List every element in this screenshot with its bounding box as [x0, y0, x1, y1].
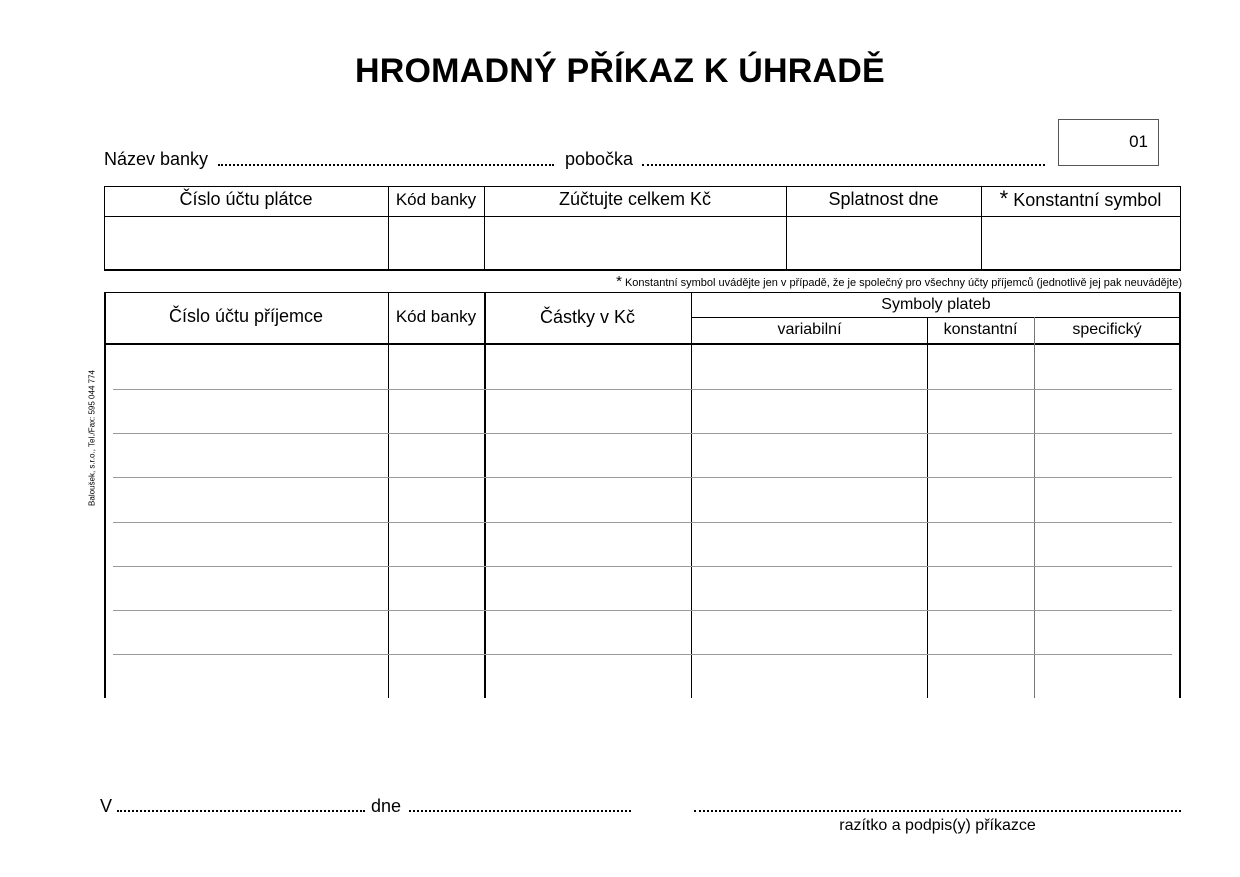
header-bank-code: Kód banky	[395, 190, 477, 209]
specific-symbol-cell[interactable]	[1036, 434, 1178, 475]
recipient-bank-code-cell[interactable]	[390, 346, 483, 387]
constant-symbol-cell[interactable]	[929, 478, 1033, 519]
constant-symbol-cell[interactable]	[929, 523, 1033, 564]
amount-cell[interactable]	[486, 346, 690, 387]
amount-cell[interactable]	[486, 611, 690, 652]
form-number-box	[1058, 119, 1159, 166]
side-printer-info: Baloušek, s.r.o., Tel./Fax: 595 044 774	[87, 370, 97, 506]
recipient-bank-code-cell[interactable]	[390, 655, 483, 696]
payer-bank-code-field[interactable]	[390, 218, 483, 268]
recipient-account-cell[interactable]	[106, 567, 387, 608]
row-divider	[113, 389, 1172, 390]
recipient-account-cell[interactable]	[106, 390, 387, 431]
amount-cell[interactable]	[486, 567, 690, 608]
recipient-bank-code-cell[interactable]	[390, 567, 483, 608]
amount-cell[interactable]	[486, 390, 690, 431]
recipient-account-cell[interactable]	[106, 523, 387, 564]
row-divider	[113, 610, 1172, 611]
variable-symbol-cell[interactable]	[693, 567, 926, 608]
header-recipient-bank-code: Kód banky	[395, 307, 477, 326]
recipient-bank-code-cell[interactable]	[390, 523, 483, 564]
constant-symbol-cell[interactable]	[929, 346, 1033, 387]
date-field[interactable]	[409, 810, 631, 812]
constant-symbol-cell[interactable]	[929, 655, 1033, 696]
specific-symbol-cell[interactable]	[1036, 655, 1178, 696]
variable-symbol-cell[interactable]	[693, 478, 926, 519]
place-field[interactable]	[117, 810, 365, 812]
specific-symbol-cell[interactable]	[1036, 523, 1178, 564]
row-divider	[113, 566, 1172, 567]
note-text: Konstantní symbol uvádějte jen v případě, že je společný pro všechny účty příjemců (jednotlivě jej pak neuvádějte)	[624, 277, 1182, 289]
constant-symbol-field[interactable]	[983, 218, 1179, 268]
recipient-bank-code-cell[interactable]	[390, 390, 483, 431]
specific-symbol-cell[interactable]	[1036, 346, 1178, 387]
total-amount-field[interactable]	[486, 218, 785, 268]
amount-cell[interactable]	[486, 523, 690, 564]
header-payer-account: Číslo účtu plátce	[179, 189, 313, 209]
amount-cell[interactable]	[486, 478, 690, 519]
constant-symbol-cell[interactable]	[929, 611, 1033, 652]
recipient-bank-code-cell[interactable]	[390, 478, 483, 519]
variable-symbol-cell[interactable]	[693, 655, 926, 696]
bank-name-label: Název banky	[104, 149, 209, 169]
header-due-date: Splatnost dne	[828, 189, 939, 209]
asterisk-mark: *	[999, 186, 1009, 211]
signature-label: razítko a podpis(y) příkazce	[839, 817, 1036, 834]
branch-label: pobočka	[565, 149, 634, 169]
branch-field[interactable]	[642, 164, 1045, 166]
header-payment-symbols: Symboly plateb	[881, 296, 991, 313]
variable-symbol-cell[interactable]	[693, 346, 926, 387]
header-constant-symbol-col: konstantní	[943, 321, 1018, 338]
recipient-bank-code-cell[interactable]	[390, 611, 483, 652]
constant-symbol-cell[interactable]	[929, 567, 1033, 608]
due-date-field[interactable]	[788, 218, 980, 268]
recipient-account-cell[interactable]	[106, 346, 387, 387]
variable-symbol-cell[interactable]	[693, 523, 926, 564]
constant-symbol-note	[616, 273, 1182, 290]
variable-symbol-cell[interactable]	[693, 390, 926, 431]
header-constant-symbol	[981, 186, 1180, 212]
row-divider	[113, 477, 1172, 478]
specific-symbol-cell[interactable]	[1036, 390, 1178, 431]
place-label: V	[100, 796, 113, 816]
date-label: dne	[371, 796, 402, 816]
row-divider	[113, 522, 1172, 523]
header-recipient-account: Číslo účtu příjemce	[168, 306, 324, 326]
specific-symbol-cell[interactable]	[1036, 567, 1178, 608]
header-specific-symbol: specifický	[1072, 321, 1142, 338]
recipient-bank-code-cell[interactable]	[390, 434, 483, 475]
row-divider	[113, 433, 1172, 434]
recipient-account-cell[interactable]	[106, 655, 387, 696]
form-number: 01	[1129, 132, 1148, 151]
header-variable-symbol: variabilní	[777, 321, 842, 338]
header-constant-symbol-label: Konstantní symbol	[1013, 190, 1162, 210]
variable-symbol-cell[interactable]	[693, 611, 926, 652]
bank-name-field[interactable]	[218, 164, 554, 166]
header-amounts: Částky v Kč	[539, 307, 636, 327]
payer-account-field[interactable]	[106, 218, 387, 268]
recipient-account-cell[interactable]	[106, 434, 387, 475]
specific-symbol-cell[interactable]	[1036, 478, 1178, 519]
variable-symbol-cell[interactable]	[693, 434, 926, 475]
constant-symbol-cell[interactable]	[929, 434, 1033, 475]
note-asterisk: *	[616, 273, 622, 290]
row-divider	[113, 654, 1172, 655]
header-total-amount: Zúčtujte celkem Kč	[558, 189, 712, 209]
amount-cell[interactable]	[486, 655, 690, 696]
specific-symbol-cell[interactable]	[1036, 611, 1178, 652]
recipient-account-cell[interactable]	[106, 478, 387, 519]
amount-cell[interactable]	[486, 434, 690, 475]
constant-symbol-cell[interactable]	[929, 390, 1033, 431]
recipient-account-cell[interactable]	[106, 611, 387, 652]
signature-field[interactable]	[694, 810, 1181, 812]
form-title: HROMADNÝ PŘÍKAZ K ÚHRADĚ	[355, 52, 885, 90]
